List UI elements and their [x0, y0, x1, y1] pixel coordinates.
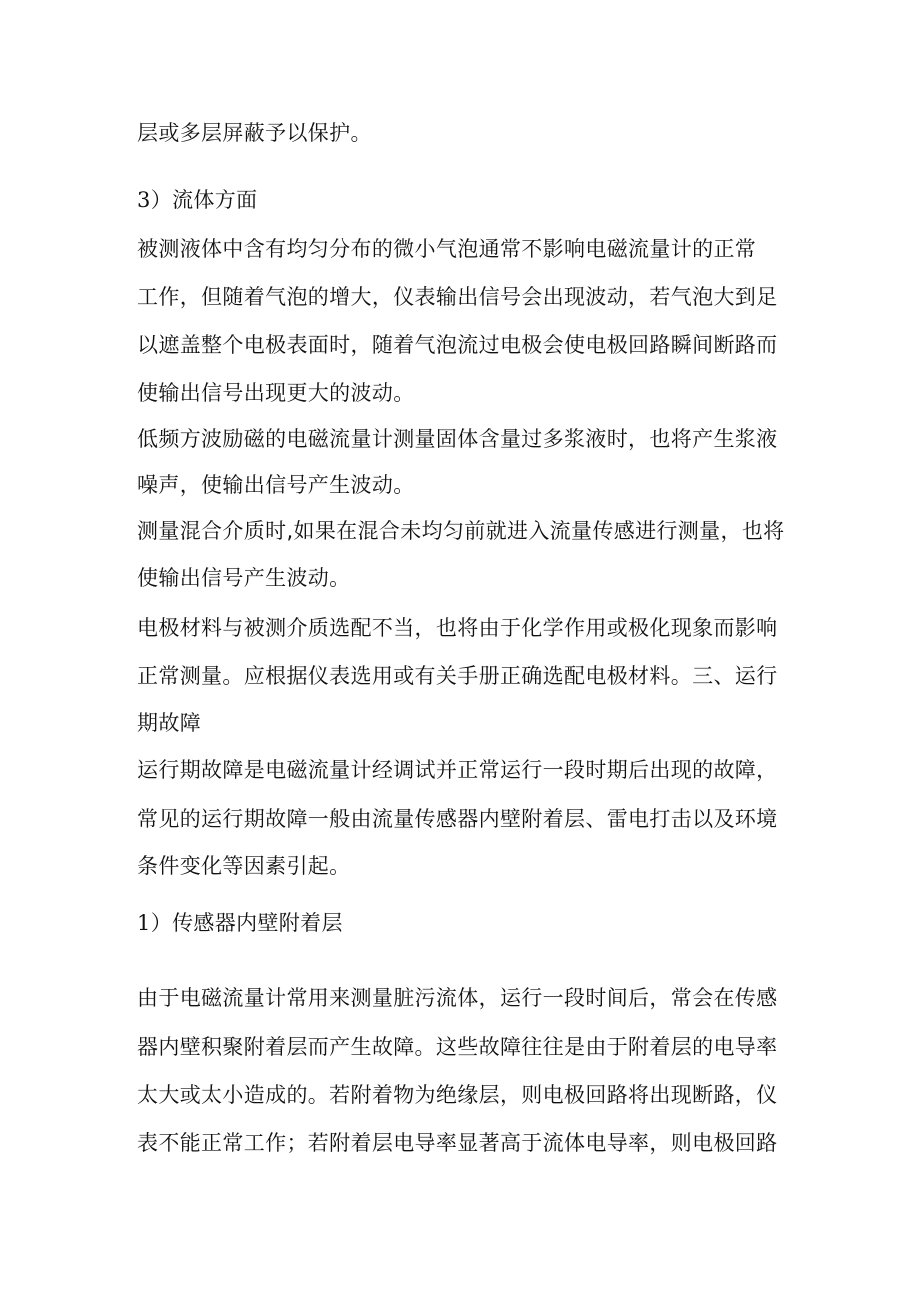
paragraph-line: 正常测量。应根据仪表选用或有关手册正确选配电极材料。三、运行	[137, 664, 778, 688]
heading-text: 传感器内壁附着层	[172, 911, 343, 935]
paragraph-line: 使输出信号产生波动。	[137, 566, 351, 590]
paragraph-line: 期故障	[137, 711, 202, 735]
section-heading-fluid	[137, 185, 797, 215]
heading-text: 流体方面	[172, 188, 258, 212]
heading-number: 3）	[137, 188, 173, 212]
paragraph-line: 由于电磁流量计常用来测量脏污流体，运行一段时间后，常会在传感	[137, 986, 778, 1010]
paragraph-line: 层或多层屏蔽予以保护。	[137, 121, 372, 145]
paragraph-line: 被测液体中含有均匀分布的微小气泡通常不影响电磁流量计的正常	[137, 237, 757, 261]
paragraph-line: 电极材料与被测介质选配不当，也将由于化学作用或极化现象而影响	[137, 616, 778, 640]
paragraph-line: 太大或太小造成的。若附着物为绝缘层，则电极回路将出现断路，仪	[137, 1083, 778, 1107]
paragraph-line: 测量混合介质时,如果在混合未均匀前就进入流量传感进行测量，也将	[137, 519, 785, 543]
heading-number: 1）	[137, 911, 173, 935]
paragraph-line: 以遮盖整个电极表面时，随着气泡流过电极会使电极回路瞬间断路而	[137, 333, 778, 357]
section-heading-sensor-layer	[137, 908, 797, 938]
paragraph-line: 器内壁积聚附着层而产生故障。这些故障往往是由于附着层的电导率	[137, 1035, 778, 1059]
paragraph-line: 运行期故障是电磁流量计经调试并正常运行一段时期后出现的故障，	[137, 758, 778, 782]
paragraph-line: 低频方波励磁的电磁流量计测量固体含量过多浆液时，也将产生浆液	[137, 427, 778, 451]
paragraph-line: 噪声，使输出信号产生波动。	[137, 473, 415, 497]
paragraph-line: 工作，但随着气泡的增大，仪表输出信号会出现波动，若气泡大到足	[137, 285, 778, 309]
paragraph-line: 条件变化等因素引起。	[137, 854, 351, 878]
paragraph-line: 使输出信号出现更大的波动。	[137, 381, 415, 405]
paragraph-line: 常见的运行期故障一般由流量传感器内壁附着层、雷电打击以及环境	[137, 807, 778, 831]
paragraph-line: 表不能正常工作；若附着层电导率显著高于流体电导率，则电极回路	[137, 1131, 778, 1155]
